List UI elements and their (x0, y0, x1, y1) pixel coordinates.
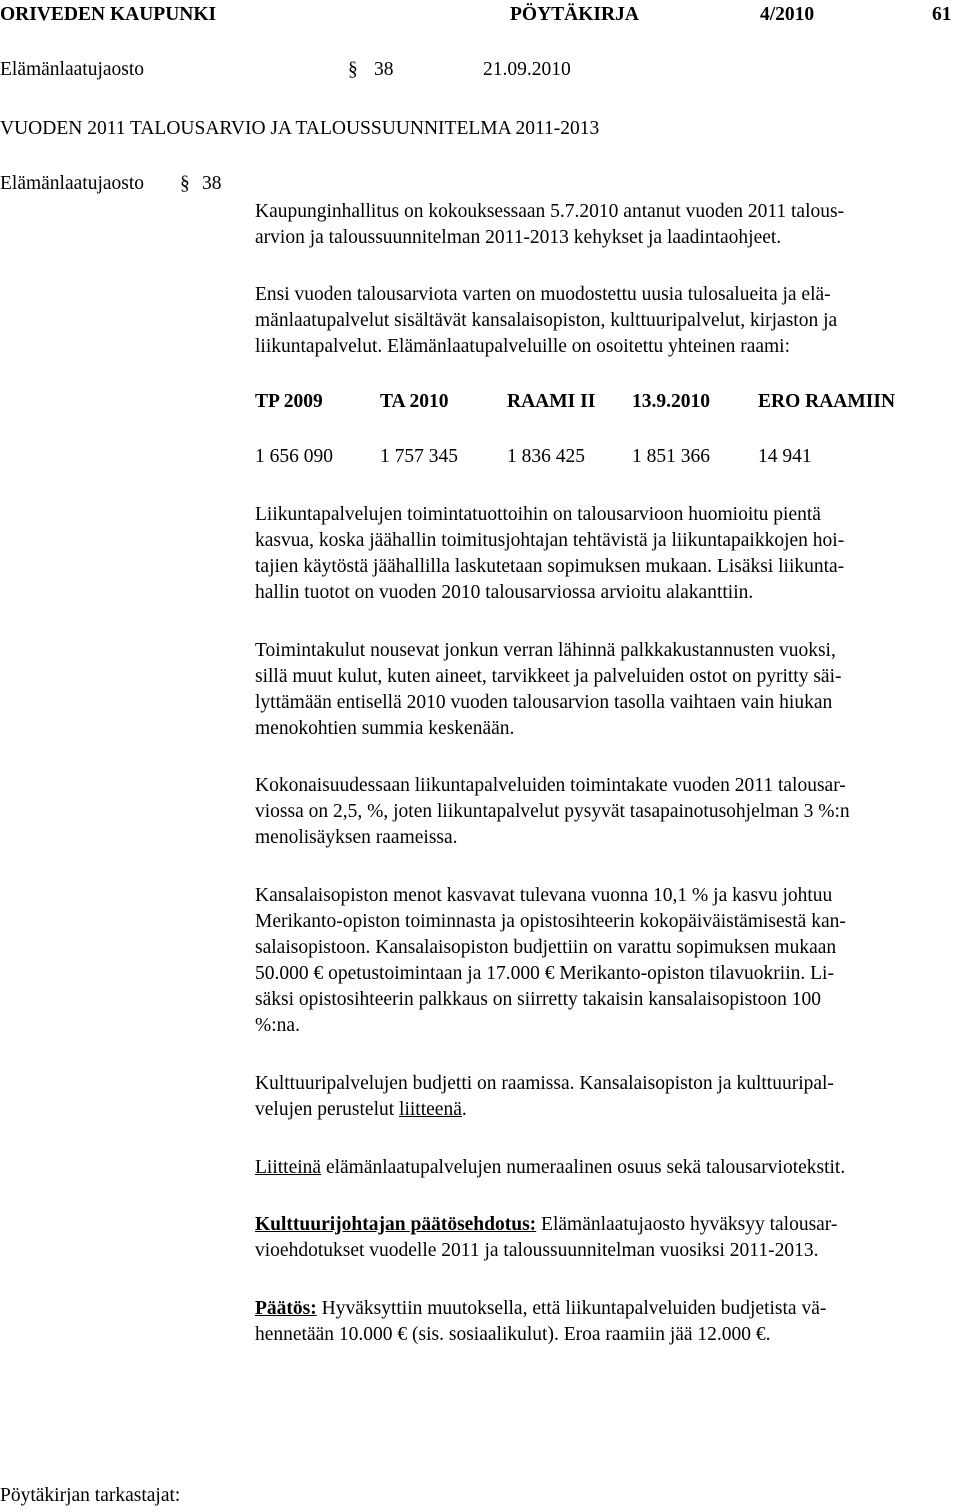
paragraph-line: säksi opistosihteerin palkkaus on siirretty takaisin kansalaisopistoon 100 (255, 989, 821, 1010)
paragraph-line: sillä muut kulut, kuten aineet, tarvikkeet ja palveluiden ostot on pyritty säi- (255, 666, 842, 687)
ref-section-sign-icon: § (180, 173, 190, 194)
paragraph-line: Merikanto-opiston toiminnasta ja opistosihteerin kokopäiväistämisestä kan- (255, 911, 846, 932)
paragraph-line (255, 1097, 467, 1123)
proposal-label: Kulttuurijohtajan päätösehdotus: (255, 1214, 537, 1235)
paragraph-line: mänlaatupalvelut sisältävät kansalaisopiston, kulttuuripalvelut, kirjaston ja (255, 310, 838, 331)
document-type: PÖYTÄKIRJA (510, 4, 639, 25)
table-cell: 1 851 366 (632, 446, 710, 467)
reviewers-label: Pöytäkirjan tarkastajat: (0, 1485, 181, 1506)
ref-body-name: Elämänlaatujaosto (0, 173, 145, 194)
page-title: VUODEN 2011 TALOUSARVIO JA TALOUSSUUNNITELMA 2011-2013 (0, 118, 600, 139)
paragraph-line: Kansalaisopiston menot kasvavat tulevana vuonna 10,1 % ja kasvu johtuu (255, 885, 833, 906)
decision-line: hennetään 10.000 € (sis. sosiaalikulut). Eroa raamiin jää 12.000 €. (255, 1324, 771, 1345)
paragraph-line: Toimintakulut nousevat jonkun verran lähinnä palkkakustannusten vuoksi, (255, 640, 836, 661)
proposal-line (255, 1212, 837, 1238)
paragraph-text: . (461, 1099, 467, 1120)
decision-line (255, 1296, 826, 1322)
paragraph-line: hallin tuotot on vuoden 2010 talousarviossa arvioitu alakanttiin. (255, 582, 754, 603)
paragraph-line: viossa on 2,5, %, joten liikuntapalvelut pysyvät tasapainotusohjelman 3 %:n (255, 801, 850, 822)
org-name: ORIVEDEN KAUPUNKI (0, 4, 217, 25)
paragraph-line: Ensi vuoden talousarviota varten on muodostettu uusia tulosalueita ja elä- (255, 284, 831, 305)
table-cell: 1 757 345 (380, 446, 458, 467)
budget-table-header (255, 391, 955, 417)
paragraph-line: salaisopistoon. Kansalaisopiston budjettiin on varattu sopimuksen mukaan (255, 937, 837, 958)
paragraph-line: menolisäyksen raameissa. (255, 827, 458, 848)
meeting-date: 21.09.2010 (483, 59, 571, 80)
paragraph-line: menokohtien summia keskenään. (255, 718, 515, 739)
paragraph-line: Kaupunginhallitus on kokouksessaan 5.7.2010 antanut vuoden 2011 talous- (255, 201, 845, 222)
table-header-cell: RAAMI II (507, 391, 596, 412)
page-number: 61 (932, 4, 952, 25)
paragraph-line: %:na. (255, 1015, 300, 1036)
paragraph-line: lyttämään entisellä 2010 vuoden talousarvion tasolla vaihtaen vain hiukan (255, 692, 833, 713)
paragraph-line: Kokonaisuudessaan liikuntapalveluiden toimintakate vuoden 2011 talousar- (255, 775, 846, 796)
attachment-text: elämänlaatupalvelujen numeraalinen osuus sekä talousarviotekstit. (321, 1157, 846, 1178)
paragraph-line: kasvua, koska jäähallin toimitusjohtajan tehtävistä ja liikuntapaikkojen hoi- (255, 530, 845, 551)
issue-number: 4/2010 (760, 4, 815, 25)
table-cell: 14 941 (758, 446, 812, 467)
table-header-cell: 13.9.2010 (632, 391, 710, 412)
decision-label: Päätös: (255, 1298, 317, 1319)
paragraph-line: 50.000 € opetustoimintaan ja 17.000 € Merikanto-opiston tilavuokriin. Li- (255, 963, 834, 984)
paragraph-line: arvion ja taloussuunnitelman 2011-2013 kehykset ja laadintaohjeet. (255, 227, 782, 248)
paragraph-text: velujen perustelut (255, 1099, 400, 1120)
section-sign-icon: § (348, 59, 358, 80)
proposal-line: vioehdotukset vuodelle 2011 ja taloussuunnitelman vuosiksi 2011-2013. (255, 1240, 819, 1261)
budget-table-row (255, 446, 955, 472)
attachments-link[interactable]: Liitteinä (255, 1157, 322, 1178)
table-cell: 1 656 090 (255, 446, 333, 467)
decision-text: Hyväksyttiin muutoksella, että liikuntapalveluiden budjetista vä- (316, 1298, 827, 1319)
table-cell: 1 836 425 (507, 446, 585, 467)
paragraph-line: Kulttuuripalvelujen budjetti on raamissa. Kansalaisopiston ja kulttuuripal- (255, 1073, 834, 1094)
attachment-link[interactable]: liitteenä (399, 1099, 462, 1120)
attachment-line (255, 1155, 845, 1181)
proposal-text: Elämänlaatujaosto hyväksyy talousar- (536, 1214, 838, 1235)
section-number: 38 (374, 59, 394, 80)
paragraph-line: liikuntapalvelut. Elämänlaatupalveluille on osoitettu yhteinen raami: (255, 336, 791, 357)
paragraph-line: tajien käytöstä jäähallilla laskutetaan sopimuksen mukaan. Lisäksi liikunta- (255, 556, 845, 577)
ref-section-number: 38 (202, 173, 222, 194)
body-name: Elämänlaatujaosto (0, 59, 145, 80)
table-header-cell: ERO RAAMIIN (758, 391, 896, 412)
table-header-cell: TA 2010 (380, 391, 449, 412)
table-header-cell: TP 2009 (255, 391, 323, 412)
paragraph-line: Liikuntapalvelujen toimintatuottoihin on talousarvioon huomioitu pientä (255, 504, 821, 525)
